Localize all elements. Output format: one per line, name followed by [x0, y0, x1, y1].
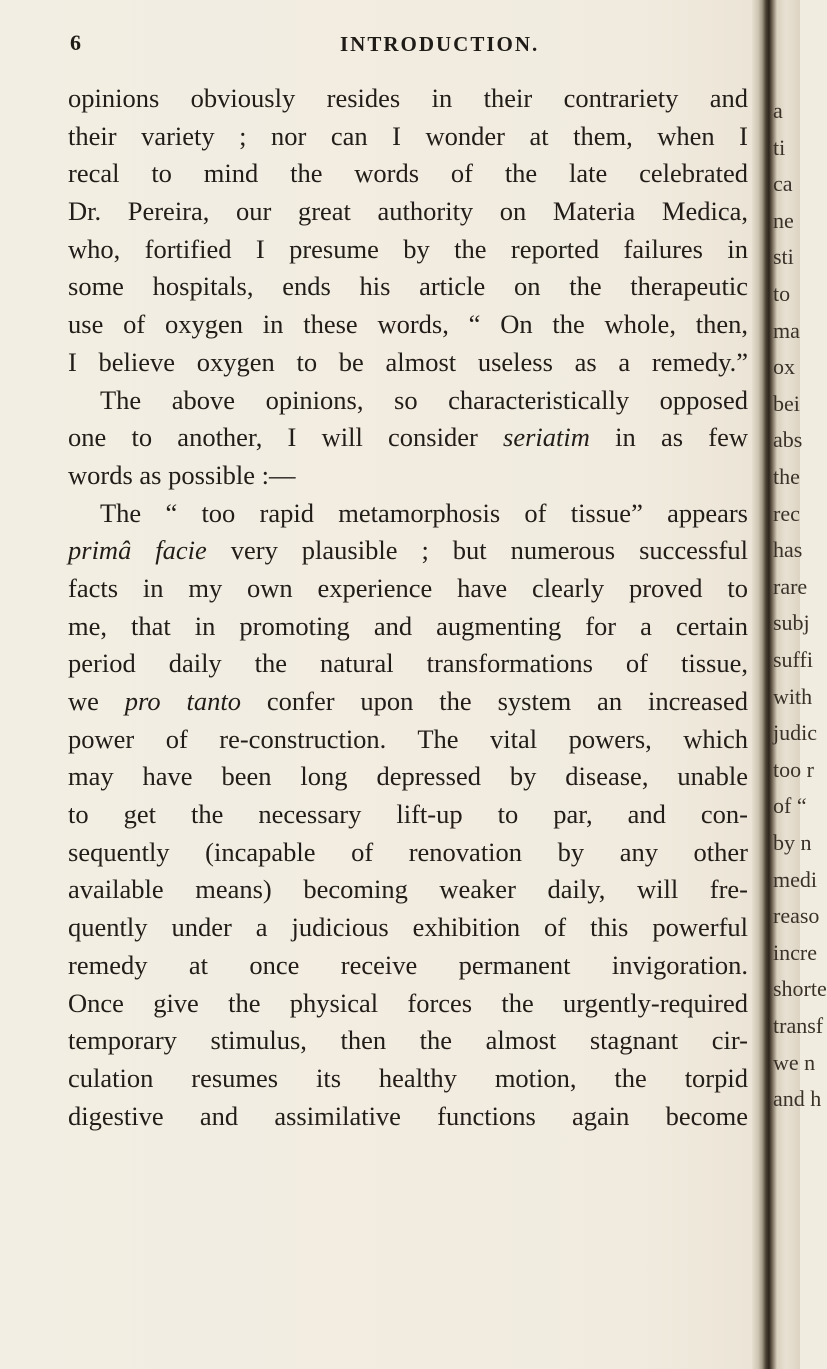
text-segment: confer upon the system an increased — [266, 686, 748, 716]
text-line: period daily the natural transformations of tissue, — [68, 648, 748, 679]
text-segment: very plausible ; but numerous successful — [230, 535, 748, 566]
edge-fragment: bei — [773, 390, 800, 416]
edge-fragment: has — [773, 537, 803, 563]
text-line: Once give the physical forces the urgently-required — [68, 987, 748, 1018]
edge-fragment: and h — [773, 1086, 822, 1112]
text-line: Dr. Pereira, our great authority on Materia Medica, — [68, 196, 748, 227]
text-line: opinions obviously resides in their contrariety and — [68, 83, 748, 113]
text-line: to get the necessary lift-up to par, and con- — [68, 799, 748, 830]
text-line — [68, 532, 748, 570]
edge-fragment: suffi — [773, 647, 813, 672]
text-line: recal to mind the words of the late celebrated — [68, 158, 748, 189]
text-line: quently under a judicious exhibition of this powerful — [68, 912, 748, 943]
edge-fragment: of “ — [773, 793, 807, 819]
text-line — [68, 683, 748, 721]
edge-fragment: rec — [773, 500, 800, 526]
edge-fragment: medi — [773, 866, 817, 892]
edge-fragment: subj — [773, 610, 810, 636]
edge-fragment: judic — [773, 720, 817, 746]
edge-fragment: a — [773, 98, 783, 123]
text-line: facts in my own experience have clearly proved to — [68, 572, 748, 603]
text-line: may have been long depressed by disease, unable — [68, 761, 748, 792]
body-text — [68, 80, 748, 1135]
edge-fragment: we n — [773, 1049, 816, 1075]
edge-fragment: abs — [773, 427, 803, 453]
edge-fragment: the — [773, 464, 800, 489]
text-line: temporary stimulus, then the almost stagnant cir- — [68, 1025, 748, 1056]
text-line: digestive and assimilative functions again become — [68, 1100, 748, 1131]
edge-fragment: incre — [773, 939, 817, 965]
edge-fragment: rare — [773, 573, 808, 599]
text-line: words as possible :— — [68, 459, 296, 490]
text-line: some hospitals, ends his article on the therapeutic — [68, 271, 748, 302]
edge-fragment: sti — [773, 244, 794, 270]
text-line: available means) becoming weaker daily, will fre- — [68, 874, 748, 905]
text-line: power of re-construction. The vital powers, which — [68, 723, 748, 754]
edge-fragment: transf — [773, 1013, 824, 1038]
edge-fragment: ca — [773, 171, 793, 197]
text-line: remedy at once receive permanent invigoration. — [68, 949, 748, 980]
text-line: me, that in promoting and augmenting for a certain — [68, 610, 748, 641]
edge-fragment: shorte — [773, 976, 827, 1002]
edge-fragment: too r — [773, 756, 814, 782]
edge-fragment: ox — [773, 354, 795, 380]
page-header — [70, 30, 730, 66]
text-line: The above opinions, so characteristically opposed — [100, 384, 748, 415]
edge-fragment: ma — [773, 317, 800, 343]
running-head: INTRODUCTION. — [340, 32, 540, 56]
italic-term: seriatim — [503, 422, 590, 453]
italic-term: primâ facie — [68, 535, 207, 566]
text-line: use of oxygen in these words, “ On the whole, then, — [68, 309, 748, 340]
text-segment: one to another, I will consider — [68, 422, 478, 453]
text-line: The “ too rapid metamorphosis of tissue” appears — [100, 497, 748, 528]
edge-fragment: with — [773, 683, 813, 709]
text-line — [68, 419, 748, 457]
page-number: 6 — [70, 30, 82, 55]
text-segment: in as few — [615, 422, 748, 453]
text-segment: we — [68, 686, 99, 716]
text-line: culation resumes its healthy motion, the torpid — [68, 1062, 748, 1093]
edge-fragment: by n — [773, 830, 812, 855]
text-line: sequently (incapable of renovation by any other — [68, 836, 748, 867]
edge-fragment: ti — [773, 134, 786, 160]
text-line: their variety ; nor can I wonder at them, when I — [68, 120, 748, 151]
text-line: I believe oxygen to be almost useless as a remedy.” — [68, 346, 748, 377]
text-line: who, fortified I presume by the reported failures in — [68, 233, 748, 264]
edge-fragment: reaso — [773, 903, 820, 929]
edge-fragment: to — [773, 281, 791, 306]
italic-term: pro tanto — [124, 686, 241, 716]
edge-fragment: ne — [773, 207, 794, 233]
